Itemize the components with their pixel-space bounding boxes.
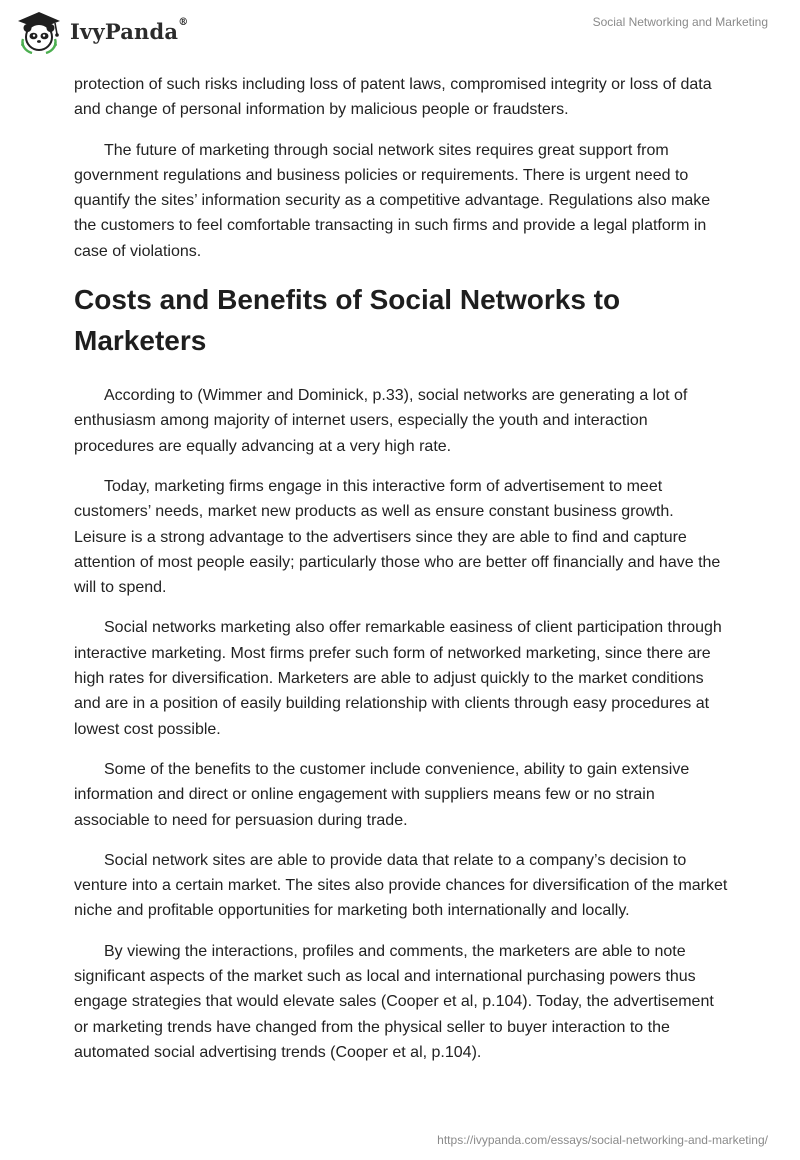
source-url[interactable]: https://ivypanda.com/essays/social-networking-and-marketing/ (437, 1133, 768, 1147)
paragraph-market-data: Social network sites are able to provide data that relate to a company’s decision to venture into a certain market. The sites also provide chances for diversification of the market niche and profitable opportunities for marketing both internationally and locally. (74, 851, 728, 920)
brand-name: IvyPanda® (70, 16, 189, 44)
paragraph-client-participation: Social networks marketing also offer remarkable easiness of client participation through interactive marketing. Most firms prefer such form of networked marketing, since there are high rates for diversification. Marketers are able to adjust quickly to the market conditions and are in a position of easily building relationship with clients through easy procedures at lowest cost possible. (74, 619, 722, 738)
paragraph-continued: protection of such risks including loss of patent laws, compromised integrity or loss of data and change of personal information by malicious people or fraudsters. (74, 76, 712, 119)
brand-logo[interactable] (14, 8, 188, 54)
paragraph-customer-benefits: Some of the benefits to the customer include convenience, ability to gain extensive information and direct or online engagement with suppliers means few or no strain associable to need for persuasion during trade. (74, 760, 690, 829)
document-title: Social Networking and Marketing (592, 15, 768, 29)
page-header (0, 0, 800, 62)
section-heading: Costs and Benefits of Social Networks to Marketers (74, 284, 621, 357)
paragraph-wimmer-dominick: According to (Wimmer and Dominick, p.33), social networks are generating a lot of enthusiasm among majority of internet users, especially the youth and interaction procedures are equally advancing at a very high rate. (74, 387, 688, 455)
essay-body (74, 72, 730, 1080)
paragraph-marketing-firms: Today, marketing firms engage in this interactive form of advertisement to meet customers’ needs, market new products as well as ensure constant business growth. Leisure is a strong advantage to the advertisers since they are able to find and capture attention of most people easily; particularly those who are better off financially and have the will to spend. (74, 477, 721, 597)
paragraph-interactions: By viewing the interactions, profiles and comments, the marketers are able to note significant aspects of the market such as local and international purchasing powers thus engage strategies that would elevate sales (Cooper et al, p.104). Today, the advertisement or marketing trends have changed from the physical seller to buyer interaction to the automated social advertising trends (Cooper et al, p.104). (74, 942, 714, 1061)
panda-graduate-icon (14, 8, 64, 54)
paragraph-future-of-marketing: The future of marketing through social network sites requires great support from government regulations and business policies or requirements. There is urgent need to quantify the sites’ information security as a competitive advantage. Regulations also make the customers to feel comfortable transacting in such firms and provide a legal platform in case of violations. (74, 141, 711, 260)
